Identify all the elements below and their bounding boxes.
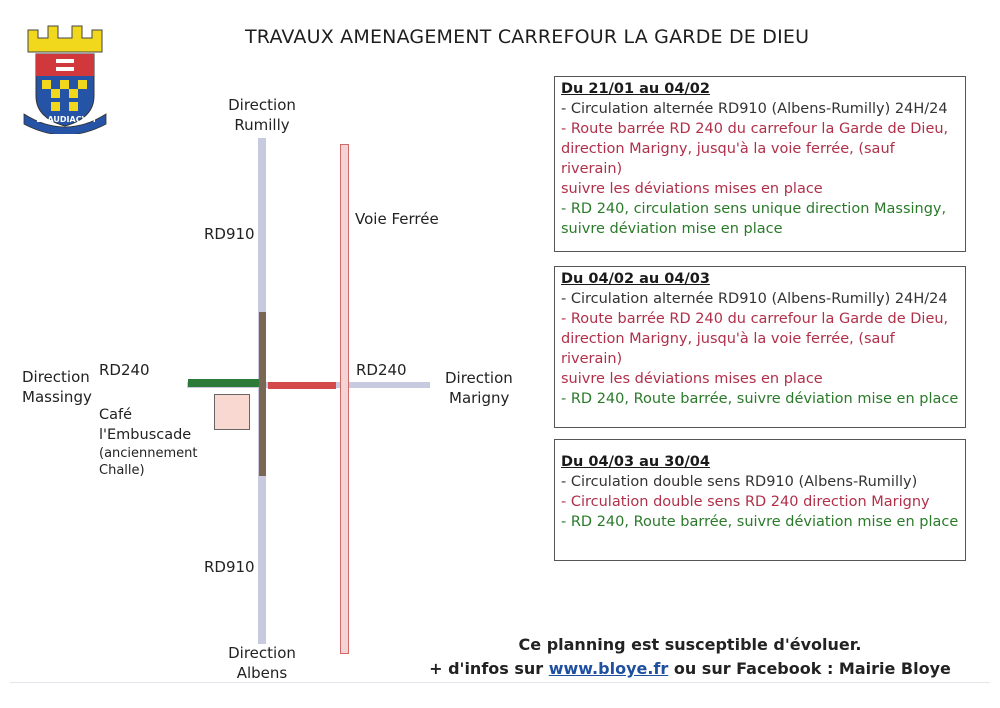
label-line: Café <box>99 407 133 423</box>
period-header: Du 21/01 au 04/02 <box>561 81 710 97</box>
label-line: (anciennement <box>99 446 198 461</box>
works-segment-rd240-east <box>268 382 336 389</box>
label-line: Rumilly <box>234 116 290 134</box>
period-box-3 <box>554 439 966 561</box>
footer-notice: Ce planning est susceptible d'évoluer. <box>518 635 862 654</box>
page-title: TRAVAUX AMENAGEMENT CARREFOUR LA GARDE DE DIEU <box>245 26 810 48</box>
label-direction-marigny <box>445 368 513 408</box>
label-direction-massingy <box>22 367 92 407</box>
label-line: Challe) <box>99 463 145 478</box>
label-line: Direction <box>445 369 513 387</box>
period-line: - Circulation double sens RD910 (Albens-Rumilly) <box>561 474 918 490</box>
label-direction-rumilly <box>222 95 302 135</box>
period-box-1 <box>554 76 966 252</box>
period-line: - Route barrée RD 240 du carrefour la Garde de Dieu, <box>561 311 949 327</box>
cafe-building <box>214 394 250 430</box>
period-line: - Route barrée RD 240 du carrefour la Garde de Dieu, <box>561 121 949 137</box>
period-line: direction Marigny, jusqu'à la voie ferrée, (sauf riverain) <box>561 141 895 177</box>
label-line: l'Embuscade <box>99 427 192 443</box>
period-line: suivre les déviations mises en place <box>561 371 823 387</box>
label-line: Direction <box>228 96 296 114</box>
works-segment-rd240-west <box>188 379 259 387</box>
label-rd910-top: RD910 <box>204 225 255 243</box>
period-header: Du 04/02 au 04/03 <box>561 271 710 287</box>
period-line: - Circulation alternée RD910 (Albens-Rumilly) 24H/24 <box>561 291 948 307</box>
label-line: Direction <box>22 368 90 386</box>
crest-motto: BLAUDIACVM <box>36 115 96 124</box>
label-line: Direction <box>228 644 296 662</box>
label-voie-ferree: Voie Ferrée <box>355 210 439 228</box>
period-line: - RD 240, Route barrée, suivre déviation mise en place <box>561 514 959 530</box>
crest-logo <box>22 22 108 134</box>
label-rd240-left: RD240 <box>99 361 150 379</box>
website-link[interactable]: www.bloye.fr <box>548 659 669 678</box>
footer-info-facebook: ou sur Facebook : Mairie Bloye <box>668 659 951 678</box>
label-line: Marigny <box>449 389 510 407</box>
period-line: - Circulation alternée RD910 (Albens-Rumilly) 24H/24 <box>561 101 948 117</box>
label-line: Massingy <box>22 388 92 406</box>
bottom-divider <box>10 682 990 683</box>
footer-info <box>420 657 960 681</box>
label-line: Albens <box>236 664 288 682</box>
footer-info-pre: + d'infos sur <box>429 659 549 678</box>
works-segment-rd910 <box>259 312 266 476</box>
period-line: - RD 240, Route barrée, suivre déviation mise en place <box>561 391 959 407</box>
period-line: - Circulation double sens RD 240 direction Marigny <box>561 494 930 510</box>
period-line: suivre déviation mise en place <box>561 221 783 237</box>
period-header: Du 04/03 au 30/04 <box>561 454 710 470</box>
period-line: - RD 240, circulation sens unique direction Massingy, <box>561 201 947 217</box>
period-line: direction Marigny, jusqu'à la voie ferrée, (sauf riverain) <box>561 331 895 367</box>
label-cafe <box>99 405 198 479</box>
period-box-2 <box>554 266 966 428</box>
footer <box>420 633 960 681</box>
railway-line <box>340 144 349 654</box>
label-rd240-right: RD240 <box>356 361 407 379</box>
period-line: suivre les déviations mises en place <box>561 181 823 197</box>
label-rd910-bottom: RD910 <box>204 558 255 576</box>
label-direction-albens <box>222 643 302 683</box>
